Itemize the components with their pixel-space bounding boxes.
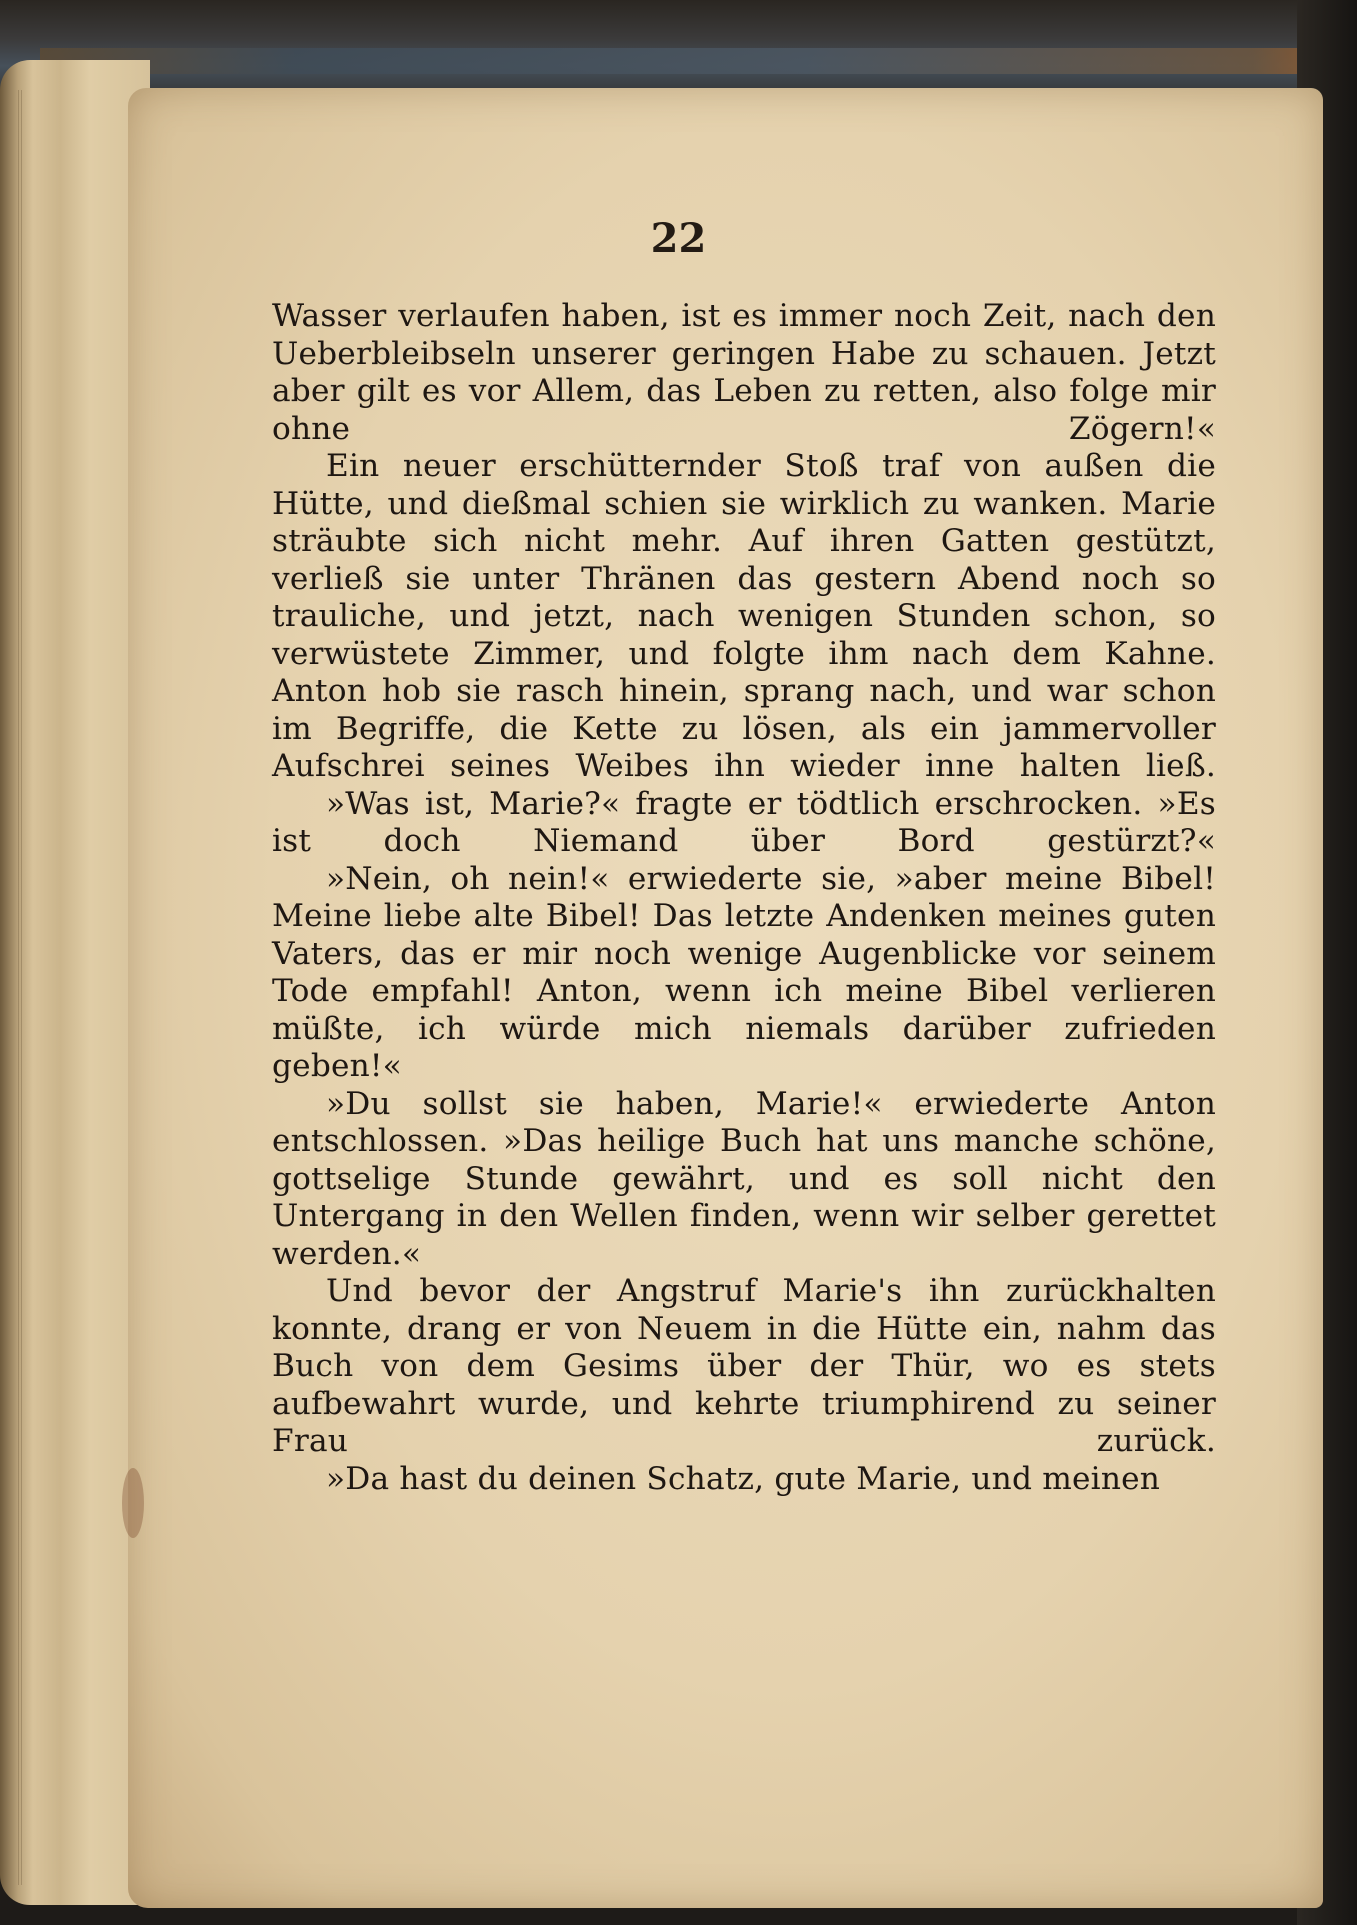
paragraph: Wasser verlaufen haben, ist es immer noch Zeit, nach den Ueberbleibseln unserer geringen Habe zu schauen. Jetzt aber gilt es vor Allem, das Leben zu retten, also folge mir ohne Zögern!« (272, 298, 1216, 447)
paragraph: »Da hast du deinen Schatz, gute Marie, und meinen (326, 1460, 1161, 1497)
paragraph: »Du sollst sie haben, Marie!« erwiederte Anton entschlossen. »Das heilige Buch hat uns manche schöne, gottselige Stunde gewährt, und es soll nicht den Untergang in den Wellen finden, wenn wir selber gerettet werden.« (272, 1085, 1216, 1272)
body-text (272, 298, 1216, 1498)
paragraph: Und bevor der Angstruf Marie's ihn zurückhalten konnte, drang er von Neuem in die Hütte ein, nahm das Buch von dem Gesims über der Thür, wo es stets aufbewahrt wurde, und kehrte triumphirend zu seiner Frau zurück. (272, 1273, 1216, 1459)
page-number: 22 (650, 215, 707, 262)
paragraph: Ein neuer erschütternder Stoß traf von außen die Hütte, und dießmal schien sie wirklich zu wanken. Marie sträubte sich nicht mehr. Auf ihren Gatten gestützt, verließ sie unter Thränen das gestern Abend noch so trauliche, und jetzt, nach wenigen Stunden schon, so verwüstete Zimmer, und folgte ihm nach dem Kahne. Anton hob sie rasch hinein, sprang nach, und war schon im Begriffe, die Kette zu lösen, als ein jammervoller Aufschrei seines Weibes ihn wieder inne halten ließ. (272, 448, 1216, 784)
paragraph: »Was ist, Marie?« fragte er tödtlich erschrocken. »Es ist doch Niemand über Bord gestürzt?« (272, 785, 1216, 859)
page-stain (122, 1468, 144, 1538)
paragraph: »Nein, oh nein!« erwiederte sie, »aber meine Bibel! Meine liebe alte Bibel! Das letzte Andenken meines guten Vaters, das er mir noch wenige Augenblicke vor seinem Tode empfahl! Anton, wenn ich meine Bibel verlieren müßte, ich würde mich niemals darüber zufrieden geben!« (272, 860, 1216, 1084)
